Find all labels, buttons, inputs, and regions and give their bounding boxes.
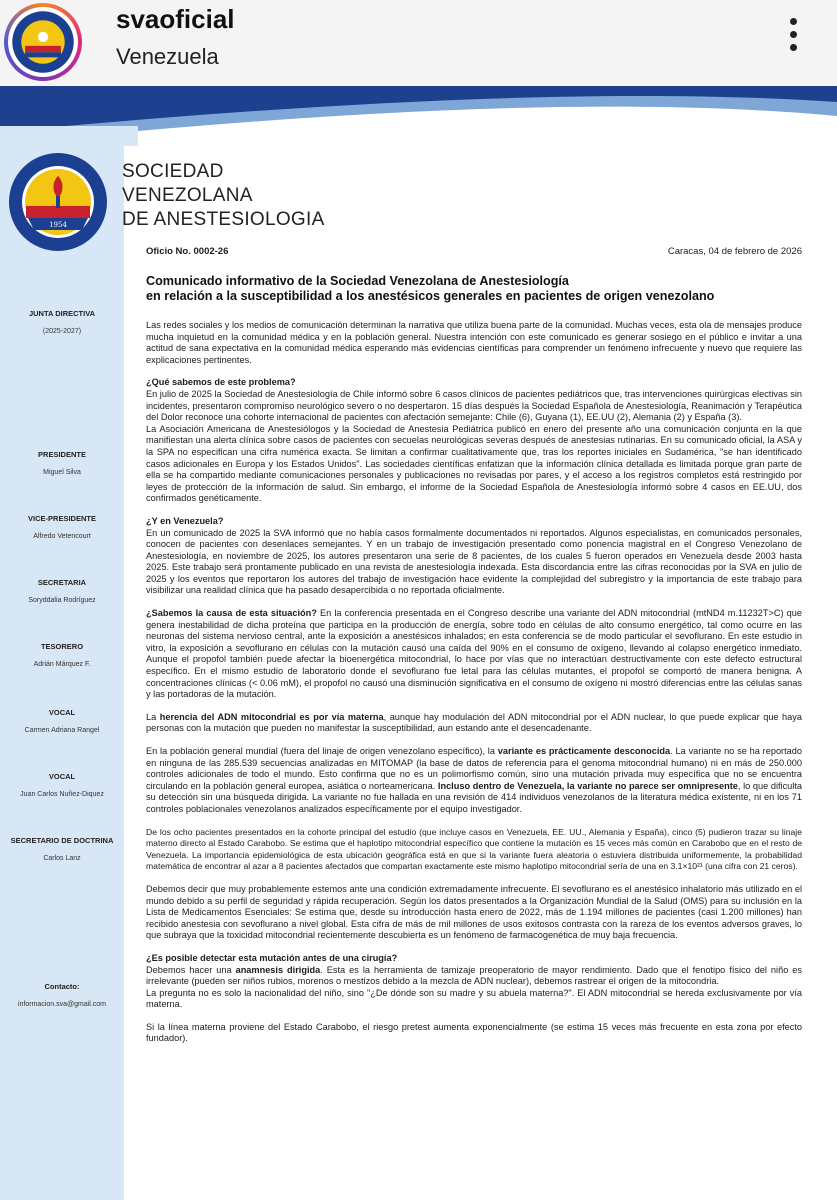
board-member: PRESIDENTE Miguel Silva (38, 450, 86, 476)
paragraph: Debemos hacer una anamnesis dirigida. Esta es la herramienta de tamizaje preoperatorio de mayor rendimiento. Dado que el fenotipo físico del niño es irrelevante (pueden ser niños rubios, morenos o mestizos debido a la mezcla de ADN nuclear), debemos rastrear el origen de la mitocondria. (146, 964, 802, 987)
sva-logo-icon (11, 10, 75, 74)
section-heading: ¿Es posible detectar esta mutación antes de una cirugía? (146, 952, 398, 963)
seal-year: 1954 (49, 221, 67, 229)
board-member: VOCAL Juan Carlos Nuñez-Diquez (20, 772, 104, 798)
paragraph: Si la línea materna proviene del Estado Carabobo, el riesgo pretest aumenta exponencialmente (se estima 15 veces más frecuente en esta zona por efecto fundador). (146, 1021, 802, 1044)
oficio-number: Oficio No. 0002-26 (146, 246, 229, 257)
location-tag[interactable]: Venezuela (116, 44, 219, 69)
document-page (0, 86, 837, 1200)
board-member: VICE-PRESIDENTE Alfredo Vetencourt (28, 514, 96, 540)
paragraph: La Asociación Americana de Anestesiólogos y la Sociedad de Anestesia Pediátrica publicó en enero del presente año una comunicación conjunta en la que manifiestan una alerta clínica sobre casos de pacientes con secuelas neurológicas severas después de anestesias rutinarias. En su comunicado oficial, la ASA y la SPA no especifican una cifra numérica exacta. Se limitan a confirmar cualitativamente que, tras los reportes iniciales en Sudamérica, "se han identificado casos adicionales en Europa y los Estados Unidos". Las sociedades científicas enfatizan que la información clínica detallada es limitada porque gran parte de ella se ha compartido mediante comunicaciones personales y publicaciones no revisadas por pares, y el acceso a los registros completos está restringido por leyes de protección de la información de salud. Sin embargo, el informe de la Sociedad Española de Anestesiología informó sobre 4 casos en EE.UU, dos confirmados genéticamente. (146, 423, 802, 504)
document-body (146, 246, 802, 1045)
document-title: Comunicado informativo de la Sociedad Venezolana de Anestesiología en relación a la susceptibilidad a los anestésicos generales en pacientes de origen venezolano (146, 274, 715, 303)
organization-name: SOCIEDAD VENEZOLANA DE ANESTESIOLOGIA (122, 161, 325, 230)
paragraph: En la población general mundial (fuera del linaje de origen venezolano específico), la variante es prácticamente desconocida. La variante no se ha reportado en ninguna de las 285.539 secuencias analizadas en MITOMAP (la base de datos de referencia para el genoma mitocondrial humano) ni en más de 250.000 controles adicionales de todo el mundo. Esto confirma que no es un polimorfismo común, sino una mutación privada muy específica que no se encuentra circulando en la población general europea, asiática o norteamericana. Incluso dentro de Venezuela, la variante no parece ser omnipresente, lo que dificulta su detección sin una búsqueda dirigida. La variante no fue hallada en una revisión de 414 individuos venezolanos de la literatura médica existente, ni en los 71 controles poblacionales venezolanos analizados específicamente por el equipo investigador. (146, 746, 802, 814)
paragraph: En julio de 2025 la Sociedad de Anestesiología de Chile informó sobre 6 casos clínicos de pacientes pediátricos que, tras intervenciones quirúrgicas electivas sin incidentes, presentaron compromiso neurológico severo o no despertaron. 15 días después la Sociedad Española de Anestesiología, Reanimación y Terapéutica del Dolor reconoce una cohorte internacional de pacientes con afectación semejante: Chile (6), Guyana (1), EE.UU (2), Alemania (2) y España (3). (146, 388, 802, 423)
more-vertical-icon[interactable] (784, 18, 802, 58)
intro-paragraph: Las redes sociales y los medios de comunicación determinan la narrativa que utiliza buena parte de la comunidad. Muchas veces, esta ola de mensajes produce mucha inquietud en la comunidad médica y en la población general. Nuestra intención con este comunicado es generar sosiego en el público e invitar a una actitud de sana expectativa en la comunidad médica esperando más evidencias científicas para comprender un fenómeno infrecuente y nuevo que requiere las explicaciones pertinentes. (146, 320, 802, 365)
document-date: Caracas, 04 de febrero de 2026 (667, 246, 802, 257)
contact-email[interactable]: informacion.sva@gmail.com (17, 1001, 107, 1008)
sva-seal-logo (8, 152, 108, 252)
board-member: VOCAL Carmen Adriana Rangel (24, 708, 100, 734)
contact-block: Contacto: informacion.sva@gmail.com (0, 982, 124, 1008)
paragraph: Debemos decir que muy probablemente estemos ante una condición extremadamente infrecuente. El sevoflurano es el anestésico inhalatorio más utilizado en el mundo debido a su perfil de seguridad y rápida recuperación. Según los datos presentados a la Organización Mundial de la Salud (OMS) para su inclusión en la Lista de Medicamentos Esenciales: Se estima que, desde su introducción hasta enero de 2022, más de 1.194 millones de pacientes (casi 1.200 millones) han recibido anestesia con sevoflurano a nivel global. Esta cifra de más de mil millones de usos exitosos contrasta con la rareza de los eventos adversos graves, lo que subraya que la toxicidad mitocondrial recientemente descubierta es un fenómeno de farmacogenética de muy baja frecuencia. (146, 883, 802, 941)
section-heading: ¿Y en Venezuela? (146, 515, 224, 526)
section-heading: ¿Sabemos la causa de esta situación? (146, 608, 317, 619)
paragraph: La pregunta no es solo la nacionalidad del niño, sino "¿De dónde son su madre y su abuela materna?". El ADN mitocondrial se hereda exclusivamente por vía materna. (146, 987, 802, 1010)
paragraph: De los ocho pacientes presentados en la cohorte principal del estudio (que incluye casos en Venezuela, EE. UU., Alemania y España), cinco (5) pudieron trazar su linaje materno directo al Estado Carabobo. Se estima que el haplotipo mitocondrial específico que contiene la mutación es 15 veces más común en Carabobo que en el resto de Venezuela. La importancia epidemiológica de esta ubicación geográfica está en que si la variante fuera aleatoria o estuviera distribuida uniformemente, la probabilidad matemática de encontrar al azar a 8 pacientes afectados que compartan exactamente este mismo haplotipo mitocondrial sería de una en 3.1×10²¹ (una cifra con 21 ceros). (146, 826, 802, 872)
instagram-post-header (0, 0, 837, 86)
username[interactable]: svaoficial (116, 4, 235, 34)
board-member: TESORERO Adrián Márquez F. (33, 642, 91, 668)
section-heading: ¿Qué sabemos de este problema? (146, 377, 296, 388)
paragraph: La herencia del ADN mitocondrial es por vía materna, aunque hay modulación del ADN mitocondrial por el ADN nuclear, lo que puede explicar que haya personas con la mutación que pueden no manifestar la susceptibilidad, aun estando ante el desencadenante. (146, 711, 802, 734)
paragraph: ¿Sabemos la causa de esta situación? En la conferencia presentada en el Congreso describe una variante del ADN mitocondrial (mtND4 m.11232T>C) que genera inestabilidad de dicha proteína que participa en la producción de energía, sobre todo en células de alto consumo energético, tal como ocurre en las neuronas del sistema nervioso central, ante la exposición a anestésicos inhalados; en esta conferencia se de modo particular el sevoflurano. En este estudio in vitro, la exposición a sevoflurano en células con la mutación causó una caída del 90% en el consumo de oxígeno, llevando al colapso energético inmediato. Aunque el propofol también puede afectar la bioenergética mitocondrial, lo hace por vías que no interactúan destructivamente con este defecto estructural específico. En el mismo estudio de laboratorio donde el sevoflurano fue letal para las células mutantes, el propofol se comportó de manera benigna. A concentraciones clínicas (< 0.06 mM), el propofol no causó una disminución significativa en el consumo de oxígeno ni mostró diferencias entre las células sanas y las portadoras de la mutación. (146, 608, 802, 700)
sidebar-divider (124, 146, 138, 1200)
board-heading: JUNTA DIRECTIVA (2025-2027) (28, 309, 96, 335)
profile-avatar[interactable] (4, 3, 82, 81)
board-member: SECRETARIO DE DOCTRINA Carlos Lanz (10, 836, 114, 862)
paragraph: En un comunicado de 2025 la SVA informó que no había casos formalmente documentados ni reportados. Algunos especialistas, en comunicados personales, conocen de pacientes con desenlaces semejantes. Y en un trabajo de investigación presentado como ponencia magistral en el Congreso Venezolano de Anestesiología, en noviembre de 2025, los autores presentaron una serie de 8 pacientes, de los cuales 5 fueron operados en Venezuela desde 2003 hasta 2025. Este trabajo será prontamente publicado en una revista de anestesiología indexada. Esta discordancia entre las cifras reconocidas por la SVA en julio de 2025 y los eventos que reportaron los autores del trabajo de investigación hace evidente la complejidad del subregistro y la importancia de este trabajo para visibilizar una realidad clínica que ha pasado desapercibida o no reportada oficialmente. (146, 527, 802, 596)
board-member: SECRETARIA Soryddalia Rodríguez (28, 578, 96, 604)
